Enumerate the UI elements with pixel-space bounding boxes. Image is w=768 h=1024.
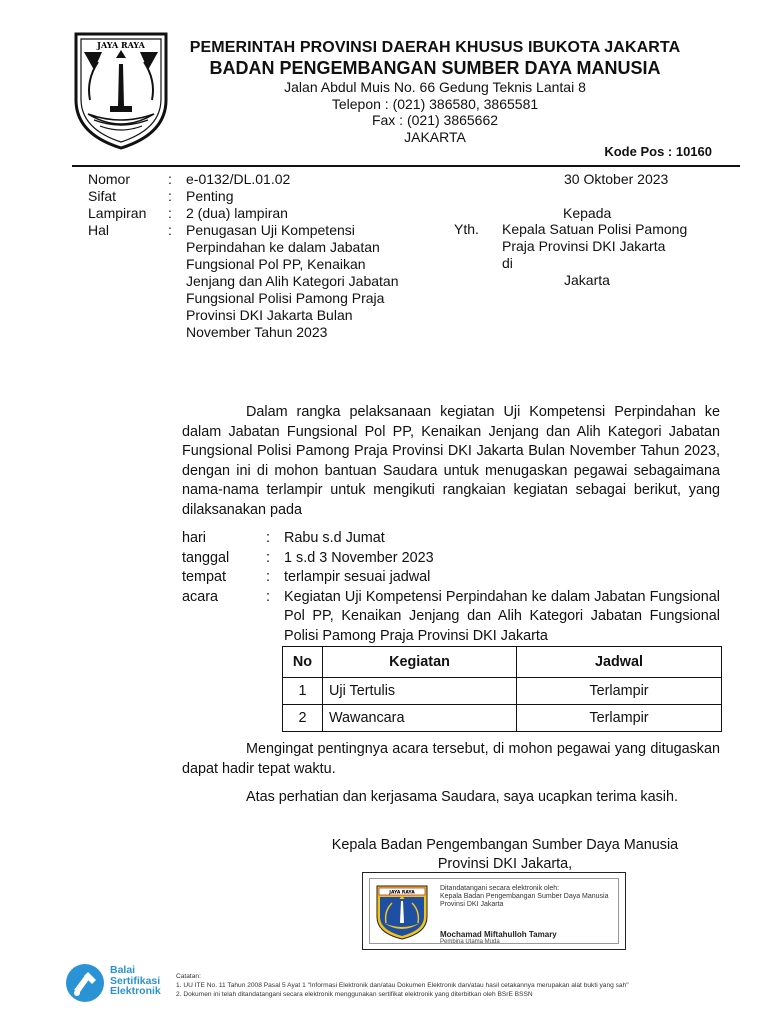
postal-code: Kode Pos : 10160 <box>604 144 712 159</box>
letterhead-divider <box>72 165 740 167</box>
schedule-day: Rabu s.d Jumat <box>284 530 385 546</box>
meta-colon: : <box>168 188 172 204</box>
bsre-text-3: Elektronik <box>110 985 161 997</box>
bsre-icon <box>64 962 106 1004</box>
jakarta-emblem-icon <box>374 883 430 941</box>
meta-hal <box>88 222 408 341</box>
jakarta-emblem-icon <box>72 30 170 150</box>
agency-name: BADAN PENGEMBANGAN SUMBER DAYA MANUSIA <box>209 58 661 78</box>
table-header: No <box>283 647 323 678</box>
table-row <box>283 678 722 705</box>
activity-table <box>282 646 722 732</box>
table-cell-no: 1 <box>283 678 323 705</box>
footer-note-2: 2. Dokumen ini telah ditandatangani secara elektronik menggunakan sertifikat elektronik yang diterbitkan oleh BSrE BSSN <box>176 991 533 999</box>
letter-attachments: 2 (dua) lampiran <box>186 205 288 221</box>
letterhead <box>170 38 700 145</box>
addressee-row <box>454 272 702 289</box>
schedule-hari <box>182 529 720 549</box>
letter-date: 30 Oktober 2023 <box>564 171 669 187</box>
addressee-city: Jakarta <box>564 272 610 288</box>
fax-line: Fax : (021) 3865662 <box>371 112 499 128</box>
body-paragraph-1: Dalam rangka pelaksanaan kegiatan Uji Kompetensi Perpindahan ke dalam Jabatan Fungsional Pol PP, Kenaikan Jenjang dan Alih Kategori Jabatan Fungsional Polisi Pamong Praja Provinsi DKI Jakarta Bulan November Tahun 2023, dengan ini di mohon bantuan Saudara untuk menugaskan pegawai sebagaimana nama-nama terlampir untuk mengikuti rangkaian kegiatan sebagai berikut, yang dilaksanakan pada <box>182 404 720 518</box>
bsre-logo <box>64 958 174 1008</box>
addressee-title: Kepala Satuan Polisi Pamong Praja Provinsi DKI Jakarta <box>502 221 688 254</box>
meta-label: Nomor <box>88 171 131 187</box>
meta-lampiran <box>88 205 408 222</box>
electronic-signature-box <box>362 872 626 950</box>
bsre-logo-text <box>110 965 161 997</box>
emblem-motto: JAYA RAYA <box>389 890 415 896</box>
city-line: JAKARTA <box>404 128 466 145</box>
esign-line-2: Kepala Badan Pengembangan Sumber Daya Manusia <box>440 893 609 900</box>
signature-title-line-2: Provinsi DKI Jakarta, <box>437 856 573 872</box>
table-cell-no: 2 <box>283 705 323 732</box>
bsre-text-1: Balai <box>110 964 136 976</box>
body-paragraph-2: Mengingat pentingnya acara tersebut, di mohon pegawai yang ditugaskan dapat hadir tepat waktu. <box>182 741 720 777</box>
body-paragraph-3: Atas perhatian dan kerjasama Saudara, saya ucapkan terima kasih. <box>246 789 678 805</box>
footer-note-1: 1. UU ITE No. 11 Tahun 2008 Pasal 5 Ayat 1 "Informasi Elektronik dan/atau Dokumen Elektronik dan/atau hasil cetakannya merupakan alat bukti yang sah" <box>176 982 629 990</box>
govt-name: PEMERINTAH PROVINSI DAERAH KHUSUS IBUKOTA JAKARTA <box>189 39 681 56</box>
schedule-label: hari <box>182 530 206 546</box>
schedule-date: 1 s.d 3 November 2023 <box>284 549 434 566</box>
table-cell-activity: Uji Tertulis <box>323 678 517 705</box>
letter-subject: Penugasan Uji Kompetensi Perpindahan ke dalam Jabatan Fungsional Pol PP, Kenaikan Jenjang dan Alih Kategori Jabatan Fungsional Polisi Pamong Praja Provinsi DKI Jakarta Bulan November Tahun 2023 <box>186 222 399 340</box>
schedule-tanggal <box>182 549 720 569</box>
addressee-yth: Yth. <box>454 221 479 237</box>
table-cell-schedule: Terlampir <box>517 705 722 732</box>
letter-number: e-0132/DL.01.02 <box>186 171 291 187</box>
addressee-row <box>454 221 702 255</box>
address-line: Jalan Abdul Muis No. 66 Gedung Teknis Lantai 8 <box>284 79 586 95</box>
signer-name: Mochamad Miftahulloh Tamary <box>440 930 557 939</box>
signature-title-line-1: Kepala Badan Pengembangan Sumber Daya Manusia <box>331 837 679 853</box>
signature-title <box>318 836 692 874</box>
esign-line-3: Provinsi DKI Jakarta <box>440 901 504 908</box>
schedule-colon: : <box>266 569 270 586</box>
meta-nomor <box>88 171 408 188</box>
schedule-place: terlampir sesuai jadwal <box>284 569 431 586</box>
addressee-spacer <box>454 255 502 272</box>
schedule-colon: : <box>266 530 270 546</box>
meta-label: Hal <box>88 222 110 238</box>
schedule-colon: : <box>266 588 270 605</box>
addressee-kepada: Kepada <box>563 205 612 221</box>
addressee-di: di <box>502 255 513 271</box>
table-header: Kegiatan <box>323 647 517 678</box>
meta-label: Lampiran <box>88 205 147 221</box>
phone-line: Telepon : (021) 386580, 3865581 <box>331 95 539 112</box>
schedule-label: tanggal <box>182 549 230 566</box>
table-cell-schedule: Terlampir <box>517 678 722 705</box>
signer-rank: Pembina Utama Muda <box>440 939 500 945</box>
addressee-spacer <box>454 272 502 289</box>
schedule-event: Kegiatan Uji Kompetensi Perpindahan ke dalam Jabatan Fungsional Pol PP, Kenaikan Jenjang dan Alih Kategori Jabatan Fungsional Polisi Pamong Praja Provinsi DKI Jakarta <box>284 588 720 644</box>
addressee <box>454 221 702 289</box>
schedule <box>182 529 720 647</box>
footer-note-heading: Catatan: <box>176 973 201 980</box>
schedule-colon: : <box>266 549 270 566</box>
table-header: Jadwal <box>517 647 722 678</box>
logo-motto: JAYA RAYA <box>97 40 145 50</box>
schedule-label: tempat <box>182 569 226 586</box>
esign-frame <box>369 878 619 944</box>
footer-notes <box>176 972 746 1000</box>
letter-nature: Penting <box>186 188 234 204</box>
bsre-text-2: Sertifikasi <box>110 974 161 987</box>
table-row <box>283 705 722 732</box>
meta-colon: : <box>168 222 172 238</box>
meta-colon: : <box>168 171 172 187</box>
meta-label: Sifat <box>88 188 117 204</box>
meta-sifat <box>88 188 408 205</box>
table-cell-activity: Wawancara <box>323 705 517 732</box>
esign-line-1: Ditandatangani secara elektronik oleh: <box>440 885 560 892</box>
schedule-label: acara <box>182 588 218 605</box>
letter-meta <box>88 171 408 341</box>
addressee-row <box>454 255 702 272</box>
meta-colon: : <box>168 205 172 221</box>
schedule-acara <box>182 588 720 647</box>
table-header-row <box>283 647 722 678</box>
schedule-tempat <box>182 568 720 588</box>
